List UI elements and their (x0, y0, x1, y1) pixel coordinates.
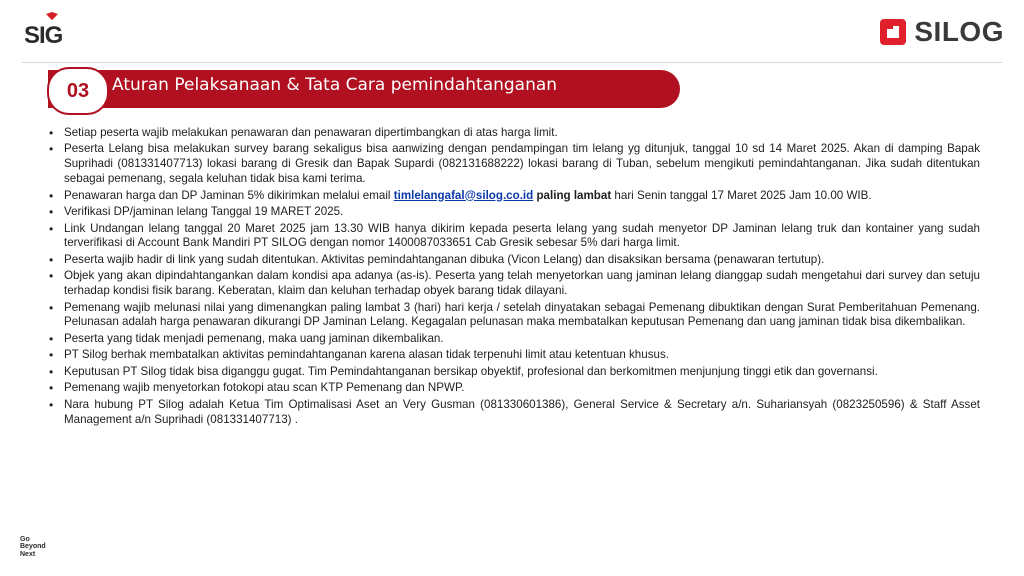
header-divider (22, 62, 1002, 63)
rules-content (46, 126, 980, 429)
list-item: • Peserta Lelang bisa melakukan survey barang sekaligus bisa aanwizing dengan pendampingan tim lelang yg ditunjuk, tanggal 10 sd 14 Maret 2025. Akan di damping Bapak Suprihadi (081331407713) lokasi barang di Gresik dan Bapak Supardi (082131688222) lokasi barang di Tuban, sebelum mengikuti pemindahtanganan. Jika sudah ditentukan sebagai pemenang, segala keluhan tidak bisa kami terima. (46, 142, 980, 186)
list-item: • Setiap peserta wajib melakukan penawaran dan penawaran dipertimbangkan di atas harga limit. (46, 126, 980, 141)
list-item (46, 189, 980, 204)
list-item: • Link Undangan lelang tanggal 20 Maret 2025 jam 13.30 WIB hanya dikirim kepada peserta lelang yang sudah menyetor DP Jaminan lelang truk dan kontainer yang sudah terverifikasi di Account Bank Mandiri PT SILOG dengan nomor 1400087033651 Cab Gresik sebesar 5% dari harga limit. (46, 222, 980, 252)
list-item: • PT Silog berhak membatalkan aktivitas pemindahtanganan karena alasan tidak terpenuhi limit atau ketentuan khusus. (46, 348, 980, 363)
list-item: • Pemenang wajib menyetorkan fotokopi atau scan KTP Pemenang dan NPWP. (46, 381, 980, 396)
list-item: • Keputusan PT Silog tidak bisa diganggu gugat. Tim Pemindahtanganan bersikap obyektif, profesional dan berkomitmen menjunjung tinggi etik dan governansi. (46, 365, 980, 380)
list-item: • Pemenang wajib melunasi nilai yang dimenangkan paling lambat 3 (hari) hari kerja / setelah dinyatakan sebagai Pemenang dibuktikan dengan Surat Pemberitahuan Pemenang. Pelunasan adalah harga penawaran dikurangi DP Jaminan Lelang. Kegagalan pelunasan maka membatalkan keputusan Pemenang dan uang jaminan tidak bisa dikembalikan. (46, 301, 980, 331)
footer-tagline-line: Next (20, 550, 36, 558)
list-item: • Peserta yang tidak menjadi pemenang, maka uang jaminan dikembalikan. (46, 332, 980, 347)
list-item-text: Penawaran harga dan DP Jaminan 5% dikirimkan melalui email (64, 188, 394, 202)
list-item: • Objek yang akan dipindahtangankan dalam kondisi apa adanya (as-is). Peserta yang telah menyetorkan uang jaminan lelang dianggap sudah mengetahui dari survey dan setuju terhadap kondisi fisik barang. Keberatan, klaim dan keluhan terhadap obyek barang tidak dilayani. (46, 269, 980, 299)
footer-tagline-line: Go (20, 535, 30, 543)
list-item: • Verifikasi DP/jaminan lelang Tanggal 19 MARET 2025. (46, 205, 980, 220)
email-link[interactable]: timlelangafal@silog.co.id (393, 188, 534, 202)
list-item-text: hari Senin tanggal 17 Maret 2025 Jam 10.00 WIB. (611, 188, 872, 202)
silog-logo (878, 14, 1004, 50)
rules-list (46, 126, 980, 427)
section-title: Aturan Pelaksanaan & Tata Cara pemindahtanganan (112, 75, 558, 95)
silog-mark-icon (878, 17, 908, 47)
footer-tagline-logo (20, 536, 46, 559)
list-item: • Nara hubung PT Silog adalah Ketua Tim Optimalisasi Aset an Very Gusman (081330601386), General Service & Secretary a/n. Suhariansyah (0823250596) & Staff Asset Management a/n Suprihadi (081331407713) . (46, 398, 980, 428)
footer-tagline-line: Beyond (20, 543, 46, 550)
section-number-badge: 03 (47, 67, 109, 115)
deadline-emphasis: paling lambat (533, 188, 612, 202)
silog-logo-text: SILOG (914, 16, 1004, 47)
list-item: • Peserta wajib hadir di link yang sudah ditentukan. Aktivitas pemindahtanganan dibuka (Vicon Lelang) dan disaksikan bersama (penawaran tertutup). (46, 253, 980, 268)
sig-logo-text: SIG (24, 22, 63, 49)
